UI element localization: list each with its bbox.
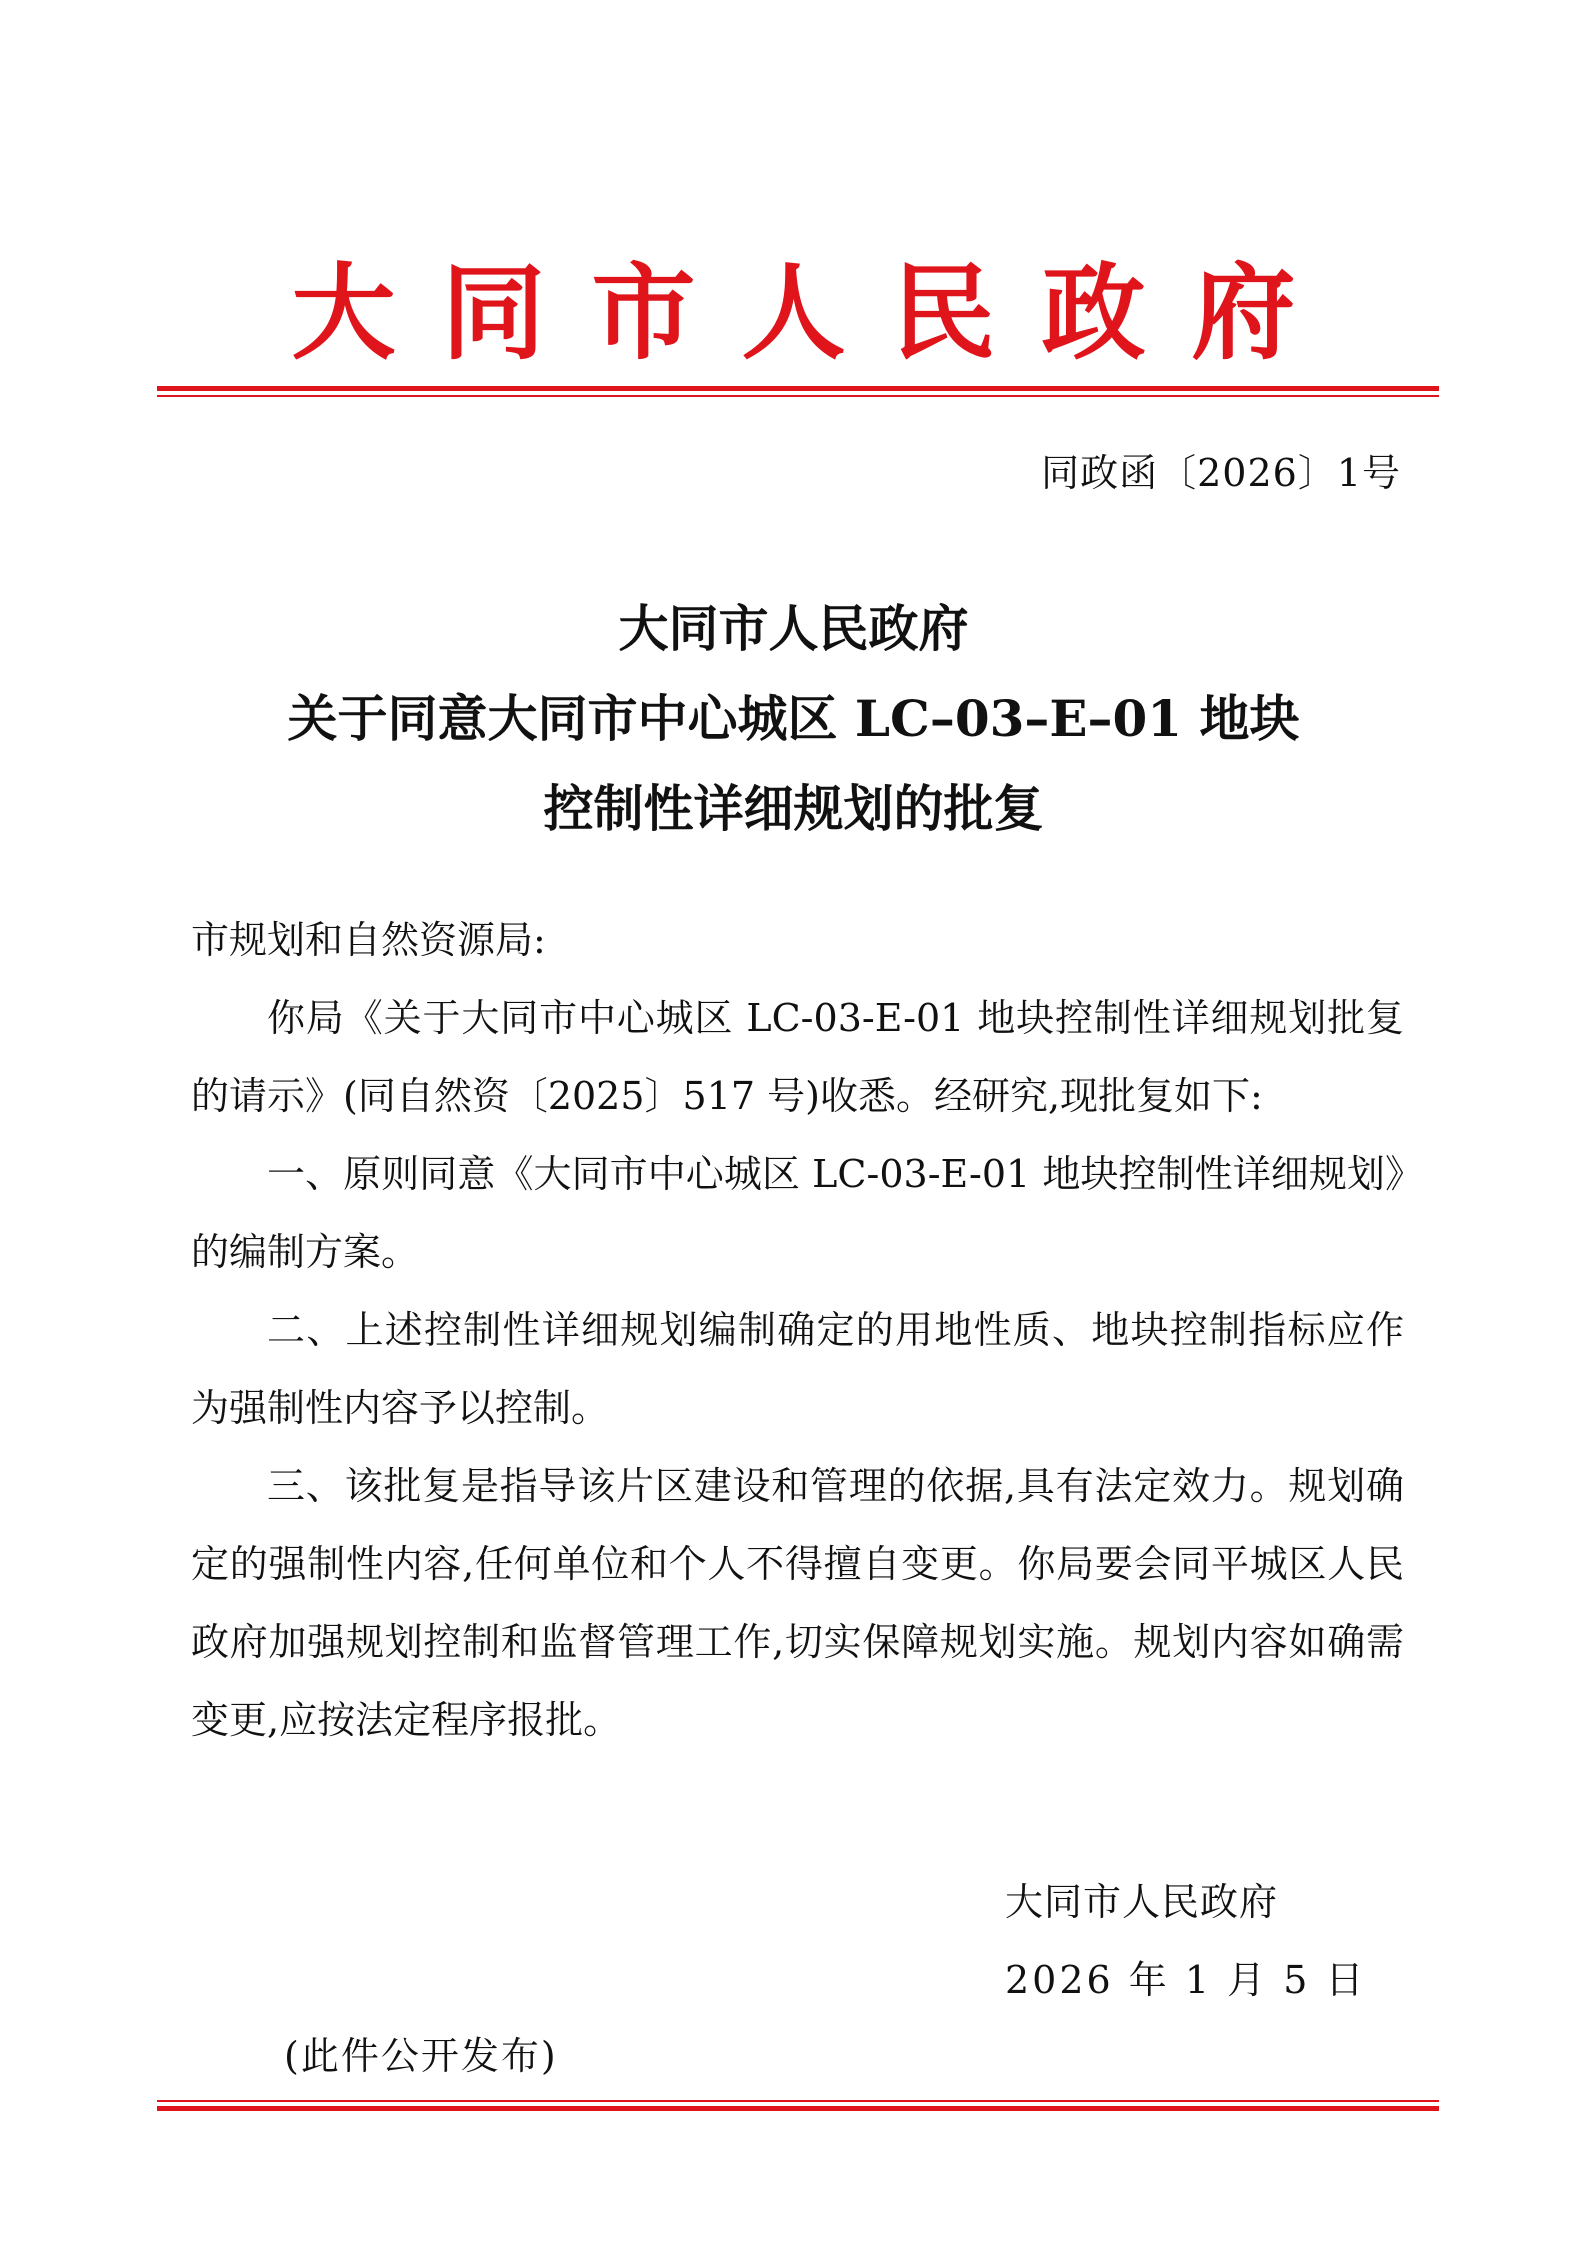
- body-paragraph-3: 二、上述控制性详细规划编制确定的用地性质、地块控制指标应作为强制性内容予以控制。: [191, 1308, 1404, 1430]
- body-paragraph-4: 三、该批复是指导该片区建设和管理的依据,具有法定效力。规划确定的强制性内容,任何单位和个人不得擅自变更。你局要会同平城区人民政府加强规划控制和监督管理工作,切实保障规划实施。规划内容如确需变更,应按法定程序报批。: [191, 1464, 1404, 1742]
- document-body: [191, 901, 1404, 1759]
- document-title-line-1: 大同市人民政府: [618, 599, 969, 658]
- signature-date: 2026 年 1 月 5 日: [1005, 1958, 1367, 2002]
- footer-divider-thick: [157, 2106, 1439, 2111]
- signature-org: 大同市人民政府: [1005, 1880, 1279, 1924]
- document-title-line-3: 控制性详细规划的批复: [543, 779, 1044, 838]
- release-note: (此件公开发布): [284, 2034, 558, 2078]
- body-paragraph-2: 一、原则同意《大同市中心城区 LC-03-E-01 地块控制性详细规划》的编制方案。: [191, 1152, 1404, 1274]
- header-divider-thin: [157, 395, 1439, 397]
- header-divider-thick: [157, 386, 1439, 391]
- body-paragraph-1: 你局《关于大同市中心城区 LC-03-E-01 地块控制性详细规划批复的请示》(同自然资〔2025〕517 号)收悉。经研究,现批复如下:: [191, 996, 1404, 1118]
- addressee: 市规划和自然资源局:: [191, 918, 546, 962]
- document-title-line-2: 关于同意大同市中心城区 LC–03–E–01 地块: [287, 689, 1300, 748]
- document-title: [0, 584, 1587, 854]
- document-number: 同政函〔2026〕1号: [1041, 451, 1401, 495]
- footer-divider-thin: [157, 2100, 1439, 2102]
- document-header-org-name: 大同市人民政府: [291, 252, 1342, 374]
